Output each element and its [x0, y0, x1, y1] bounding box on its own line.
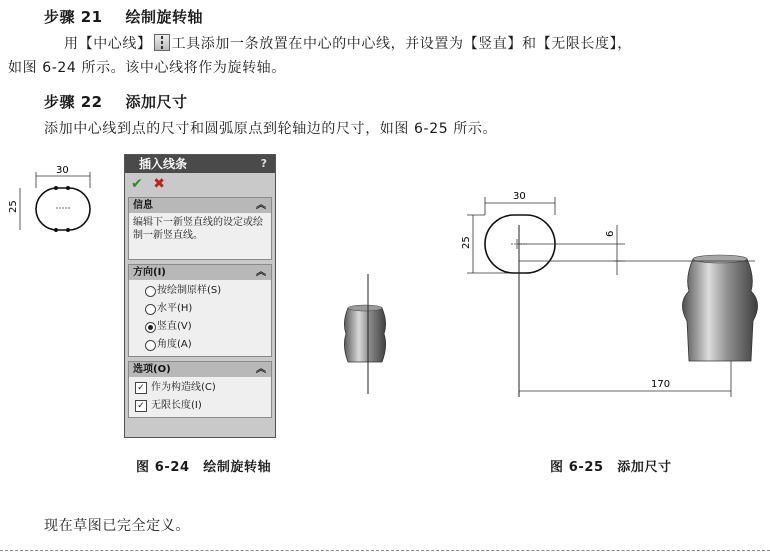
collapse-icon[interactable]: ︽	[256, 267, 266, 278]
height-dimension-label: 25	[461, 236, 472, 249]
step21-heading	[44, 6, 203, 27]
fig24-sketch	[0, 160, 110, 240]
checkbox-construction[interactable]	[129, 379, 271, 397]
step-title: 添加尺寸	[125, 93, 188, 111]
group-title: 方向(I)	[133, 267, 166, 278]
direction-options	[129, 280, 271, 356]
direction-group	[128, 264, 272, 357]
option-label: 水平(H)	[157, 303, 193, 314]
radio-icon[interactable]	[145, 304, 156, 315]
group-header[interactable]	[129, 265, 271, 280]
width-dimension-label: 30	[56, 165, 69, 176]
panel-title: 插入线条	[139, 157, 188, 171]
step21-paragraph-line2: 如图 6-24 所示。该中心线将作为旋转轴。	[8, 60, 286, 76]
radio-option-horizontal[interactable]	[129, 300, 271, 318]
step22-paragraph: 添加中心线到点的尺寸和圆弧原点到轮轴边的尺寸，如图 6-25 所示。	[44, 121, 498, 137]
group-header[interactable]	[129, 198, 271, 213]
text-fragment: 用【中心线】	[64, 36, 152, 52]
step21-paragraph-line1	[64, 32, 632, 56]
group-header[interactable]	[129, 362, 271, 377]
checkbox-checked-icon[interactable]: ✓	[135, 382, 147, 394]
width-dimension-label: 30	[513, 191, 526, 202]
option-label: 角度(A)	[157, 339, 192, 350]
radio-option-angle[interactable]	[129, 336, 271, 354]
figure-caption-6-24: 图 6-24 绘制旋转轴	[136, 460, 272, 475]
text-fragment: 工具添加一条放置在中心的中心线，并设置为【竖直】和【无限长度】，	[171, 36, 632, 52]
endpoint	[66, 228, 70, 232]
message-text: 编辑下一新竖直线的设定或绘制一新竖直线。	[133, 217, 263, 241]
cancel-button[interactable]: ✖	[153, 176, 165, 192]
ok-button[interactable]: ✔	[131, 176, 143, 192]
radio-option-as-sketched[interactable]	[129, 282, 271, 300]
step-number: 步骤 21	[44, 8, 103, 26]
endpoint	[54, 228, 58, 232]
endpoint	[66, 186, 70, 190]
checkbox-options	[129, 377, 271, 417]
fig25-dimensioned-sketch	[455, 185, 765, 410]
checkbox-checked-icon[interactable]: ✓	[135, 400, 147, 412]
options-group	[128, 361, 272, 418]
figure-caption-6-25: 图 6-25 添加尺寸	[550, 460, 672, 475]
closing-sentence: 现在草图已完全定义。	[44, 518, 190, 534]
radio-option-vertical[interactable]	[129, 318, 271, 336]
radio-icon[interactable]	[145, 340, 156, 351]
option-label: 竖直(V)	[157, 321, 192, 332]
part-body	[344, 308, 385, 362]
insert-line-property-manager	[124, 154, 276, 438]
option-label: 按绘制原样(S)	[157, 285, 222, 296]
fig24-revolved-part	[330, 270, 420, 400]
radio-icon[interactable]	[145, 286, 156, 297]
length-dimension-label: 170	[651, 379, 671, 390]
option-label: 作为构造线(C)	[151, 382, 216, 393]
help-icon[interactable]: ?	[260, 157, 267, 170]
group-title: 信息	[133, 200, 153, 211]
step-title: 绘制旋转轴	[125, 8, 204, 26]
endpoint	[54, 186, 58, 190]
collapse-icon[interactable]: ︽	[256, 200, 266, 211]
step-number: 步骤 22	[44, 93, 103, 111]
panel-title-bar	[125, 155, 275, 173]
panel-actions	[125, 173, 275, 195]
option-label: 无限长度(I)	[151, 400, 202, 411]
page-divider	[0, 550, 770, 551]
part-body	[682, 259, 757, 361]
step22-heading	[44, 91, 188, 112]
group-title: 选项(O)	[133, 364, 171, 375]
slot-profile	[36, 188, 90, 230]
part-top-face	[693, 255, 747, 263]
centerline-tool-icon	[154, 34, 170, 51]
offset-dimension-label: 6	[605, 230, 616, 237]
checkbox-infinite-length[interactable]	[129, 397, 271, 415]
height-dimension-label: 25	[8, 200, 19, 213]
part-top-face	[348, 305, 382, 311]
message-group	[128, 197, 272, 260]
collapse-icon[interactable]: ︽	[256, 364, 266, 375]
radio-selected-icon[interactable]	[145, 322, 156, 333]
